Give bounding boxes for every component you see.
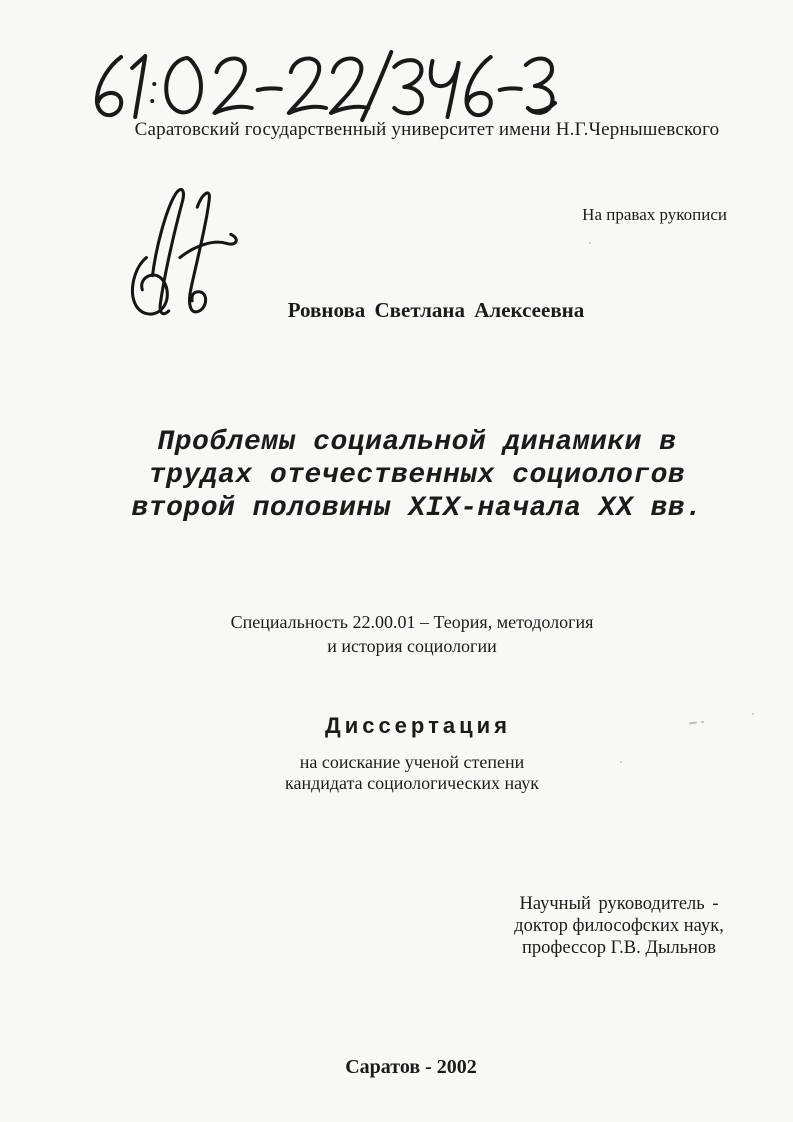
scan-speck: [752, 713, 754, 715]
specialty-line-1: Специальность 22.00.01 – Теория, методология: [230, 612, 594, 632]
title-line-2: трудах отечественных социологов: [148, 460, 686, 491]
city-year: Саратов - 2002: [345, 1056, 477, 1078]
manuscript-rights-note: На правах рукописи: [582, 205, 727, 224]
title-line-1: Проблемы социальной динамики в: [157, 427, 677, 458]
university-name: Саратовский государственный университет имени Н.Г.Чернышевского: [134, 119, 720, 140]
dissertation-title: [60, 426, 774, 525]
title-line-3: второй половины XIX-начала XX вв.: [131, 493, 703, 524]
degree-line-2: кандидата социологических наук: [285, 773, 539, 793]
author-name: Ровнова Светлана Алексеевна: [287, 298, 585, 322]
specialty-block: [55, 610, 769, 658]
advisor-line-1: Научный руководитель -: [519, 894, 719, 914]
advisor-block: [510, 893, 728, 959]
scan-speck: [701, 721, 704, 723]
handwritten-stamp-number: [90, 54, 562, 124]
specialty-line-2: и история социологии: [327, 636, 497, 656]
advisor-line-3: профессор Г.В. Дыльнов: [521, 938, 717, 958]
stamp-number-strokes: [90, 54, 562, 124]
degree-line-1: на соискание ученой степени: [299, 752, 525, 772]
degree-block: [55, 752, 769, 794]
scan-speck: [589, 242, 591, 244]
advisor-line-2: доктор философских наук,: [514, 916, 724, 936]
scan-speck: [620, 761, 622, 763]
thesis-type-label: Диссертация: [325, 713, 511, 738]
